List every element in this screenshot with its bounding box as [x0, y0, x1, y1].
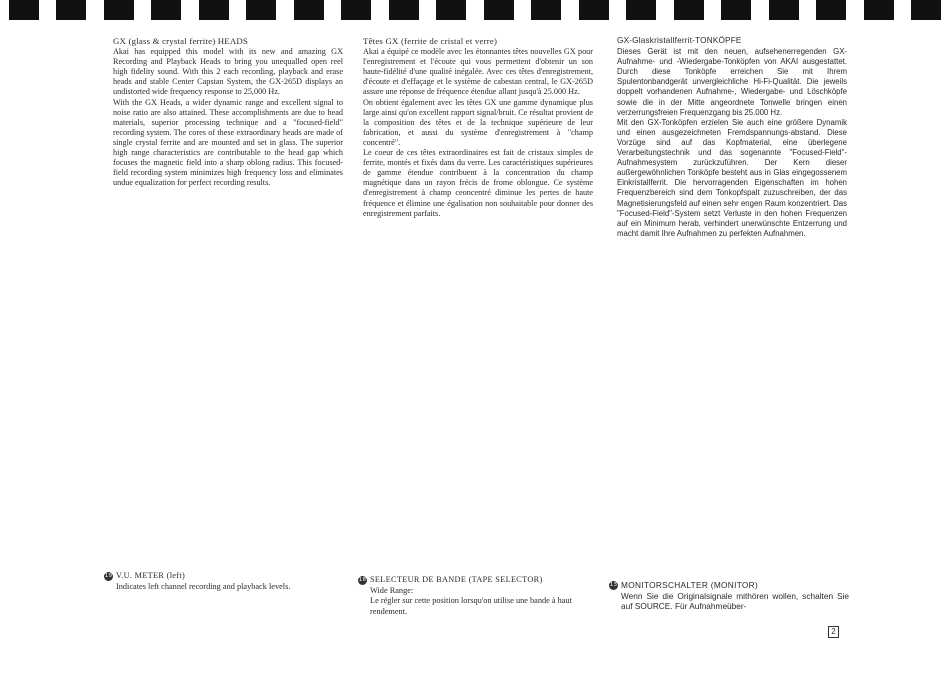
- binding-hole: [199, 0, 229, 20]
- binding-hole: [769, 0, 799, 20]
- binding-hole: [104, 0, 134, 20]
- item-number-badge: 18: [358, 576, 367, 583]
- selecteur-title: SELECTEUR DE BANDE (TAPE SELECTOR): [370, 575, 543, 584]
- vu-meter-description: Indicates left channel recording and playback levels.: [116, 581, 291, 591]
- english-paragraph: Akai has equipped this model with its new and amazing GX Recording and Playback Heads to bring you unequalled open reel high fidelity sound. With this 2 each recording, playback and erase heads and stable Center Capstan System, the GX-265D displays an undistorted wide frequency response to 25,000 Hz.: [113, 47, 343, 97]
- vu-meter-item: [104, 571, 354, 592]
- english-column: [113, 36, 343, 188]
- binding-hole: [9, 0, 39, 20]
- item-number-badge: 19: [104, 572, 113, 579]
- binding-hole: [816, 0, 846, 20]
- monitorschalter-item: [609, 580, 849, 612]
- english-title: GX (glass & crystal ferrite) HEADS: [113, 36, 249, 46]
- binding-hole: [721, 0, 751, 20]
- binding-hole: [151, 0, 181, 20]
- monitorschalter-title: MONITORSCHALTER (MONITOR): [621, 580, 759, 590]
- monitorschalter-description: Wenn Sie die Originalsignale mithören wollen, schalten Sie auf SOURCE. Für Aufnahmeüber-: [621, 590, 849, 611]
- binding-hole: [531, 0, 561, 20]
- selecteur-description: Le régler sur cette position lorsqu'on utilise une bande à haut rendement.: [370, 596, 572, 616]
- german-title: GX-Glaskristallferrit-TONKÖPFE: [617, 36, 742, 45]
- binding-hole: [341, 0, 371, 20]
- german-paragraph: Mit den GX-Tonköpfen erzielen Sie auch eine größere Dynamik und einen ausgezeichneten Fremdspannungs-abstand. Diese Vorzüge sind auf das Kopfmaterial, eine überlegene Verarbeitungstechnik und das sogenannte "Focused-Field"-Aufnahmesystem zurückzuführen. Der Kern dieser außergewöhnlichen Tonköpfe besteht aus in Glas eingegossenem Einkristallferrit. Die hervorragenden Eigenschaften im hohen Frequenzbereich sind dem Tonkopfspalt zuzuschreiben, der das Magnetisierungsfeld auf einen sehr engen Raum konzentriert. Das "Focused-Field"-System setzt Verluste in den hohen Frequenzen auf ein Minimum herab, verhindert unerwünschte Entzerrung und macht damit Ihre Aufnahmen zu perfekten Aufnahmen.: [617, 117, 847, 238]
- selecteur-item: [358, 575, 598, 617]
- binding-hole: [911, 0, 941, 20]
- vu-meter-title: V.U. METER (left): [116, 571, 186, 580]
- binding-hole: [579, 0, 609, 20]
- binding-holes: [0, 0, 950, 22]
- binding-hole: [864, 0, 894, 20]
- binding-hole: [626, 0, 656, 20]
- page-number: 2: [828, 626, 839, 638]
- german-column: [617, 36, 847, 239]
- french-paragraph: On obtient également avec les têtes GX une gamme dynamique plus large ainsi qu'on excellent rapport signal/bruit. Ce résultat provient de la composition des têtes et de la technique supérieure de leur fabrication, et aussi du système d'enregistrement à "champ concentré".: [363, 97, 593, 147]
- binding-hole: [56, 0, 86, 20]
- french-column: [363, 36, 593, 219]
- binding-hole: [294, 0, 324, 20]
- binding-hole: [484, 0, 514, 20]
- french-paragraph: Le coeur de ces têtes extraordinaires est fait de cristaux simples de ferrite, montés et fixés dans du verre. Les caractéristiques supérieures de gamme étendue contribuent à la concentration du champ magnétique dans un rayon frécis de frome oblongue. Ce système d'enregistrement à champ ceoncentré diminue les pertes de haute fréquence et élimine une égalisation non souhaitable pour donner des enregistrement parfaits.: [363, 148, 593, 218]
- selecteur-subheading: Wide Range:: [370, 585, 414, 595]
- german-paragraph: Dieses Gerät ist mit den neuen, aufsehenerregenden GX-Aufnahme- und -Wiedergabe-Tonköpfen von AKAI ausgestattet. Durch diese Tonköpfe erreichen Sie mit Ihrem Spulentonbandgerät unvergleichliche Hi-Fi-Qualität. Die jeweils doppelt vorhandenen Aufnahme-, Wiedergabe- und Löschköpfe sowie die in der Mitte angeordnete Tonwelle bringen einen verzerrungsfreien Frequenzgang bis 25.000 Hz.: [617, 47, 847, 117]
- binding-hole: [674, 0, 704, 20]
- english-paragraph: With the GX Heads, a wider dynamic range and excellent signal to noise ratio are also attained. These accomplishments are due to head materials, superior processing technique and a "focused-field" recording system. The cores of these extraordinary heads are made of single crystal ferrite and are mounted and set in glass. The superior high range characteristics are contributable to the head gap which focuses the magnetic field into a sharp oblong radius. This focused-field recording system minimizes high frequency loss and eliminates undue equalization for perfect recording results.: [113, 97, 343, 188]
- french-paragraph: Akai a équipé ce modèle avec les étonnantes têtes nouvelles GX pour l'enregistrement et l'écoute qui vous permettent d'obtenir un son haute-fidélité d'une qualité inégalée. Avec ces têtes d'enregistrement, d'écoute et d'effaçage et le système de cabestan central, le GX-265D assure une réponse de fréquence étendue allant jusqu'à 25.000 Hz.: [363, 47, 593, 97]
- binding-hole: [246, 0, 276, 20]
- french-title: Têtes GX (ferrite de cristal et verre): [363, 36, 498, 46]
- item-number-badge: 13: [609, 581, 618, 588]
- binding-hole: [436, 0, 466, 20]
- binding-hole: [389, 0, 419, 20]
